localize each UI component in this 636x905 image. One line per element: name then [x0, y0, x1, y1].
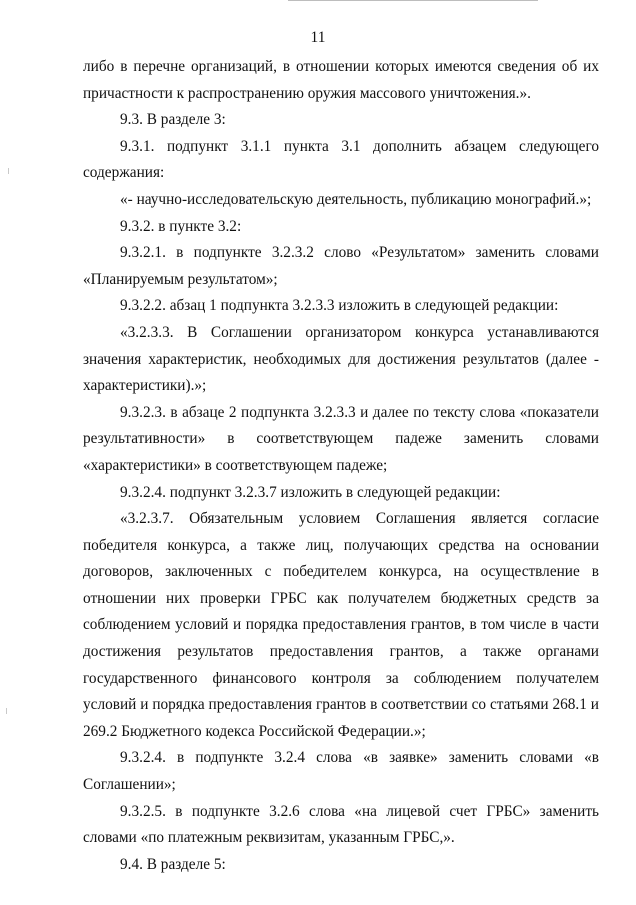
paragraph: 9.3.2. в пункте 3.2:	[120, 217, 242, 235]
scan-edge-mark	[6, 708, 7, 714]
paragraph: 9.3.2.5. в подпункте 3.2.6 слова «на лицевой счет ГРБС» заменить словами «по платежным реквизитам, указанным ГРБС,».	[83, 802, 599, 847]
page-number: 11	[310, 29, 326, 46]
scan-edge-mark	[8, 168, 9, 174]
paragraph: 9.4. В разделе 5:	[120, 855, 226, 873]
paragraph: 9.3.2.4. подпункт 3.2.3.7 изложить в следующей редакции:	[120, 483, 501, 501]
paragraph: «3.2.3.3. В Соглашении организатором конкурса устанавливаются значения характеристик, необходимых для достижения результатов (далее - характеристики).»;	[83, 323, 599, 395]
paragraph: 9.3.1. подпункт 3.1.1 пункта 3.1 дополнить абзацем следующего содержания:	[83, 137, 599, 182]
paragraph: «3.2.3.7. Обязательным условием Соглашения является согласие победителя конкурса, а также лиц, получающих средства на основании договоров, заключенных с победителем конкурса, на осуществление в отношении них проверки ГРБС как получателем бюджетных средств за соблюдением условий и порядка предоставления грантов, в том числе в части достижения результатов предоставления грантов, а также органами государственного финансового контроля за соблюдением получателем условий и порядка предоставления грантов в соответствии со статьями 268.1 и 269.2 Бюджетного кодекса Российской Федерации.»;	[83, 510, 599, 740]
paragraph: 9.3.2.3. в абзаце 2 подпункта 3.2.3.3 и далее по тексту слова «показатели результативности» в соответствующем падеже заменить словами «характеристики» в соответствующем падеже;	[83, 403, 599, 474]
paragraph: «- научно-исследовательскую деятельность, публикацию монографий.»;	[120, 190, 592, 208]
scan-top-edge	[288, 0, 538, 1]
paragraph: 9.3.2.4. в подпункте 3.2.4 слова «в заявке» заменить словами «в Соглашении»;	[83, 749, 599, 794]
document-body	[83, 54, 599, 878]
paragraph: 9.3.2.1. в подпункте 3.2.3.2 слово «Результатом» заменить словами «Планируемым результатом»;	[83, 244, 599, 288]
paragraph: 9.3. В разделе 3:	[120, 111, 226, 129]
paragraph: 9.3.2.2. абзац 1 подпункта 3.2.3.3 изложить в следующей редакции:	[120, 297, 559, 315]
paragraph: либо в перечне организаций, в отношении которых имеются сведения об их причастности к распространению оружия массового уничтожения.».	[83, 58, 599, 102]
